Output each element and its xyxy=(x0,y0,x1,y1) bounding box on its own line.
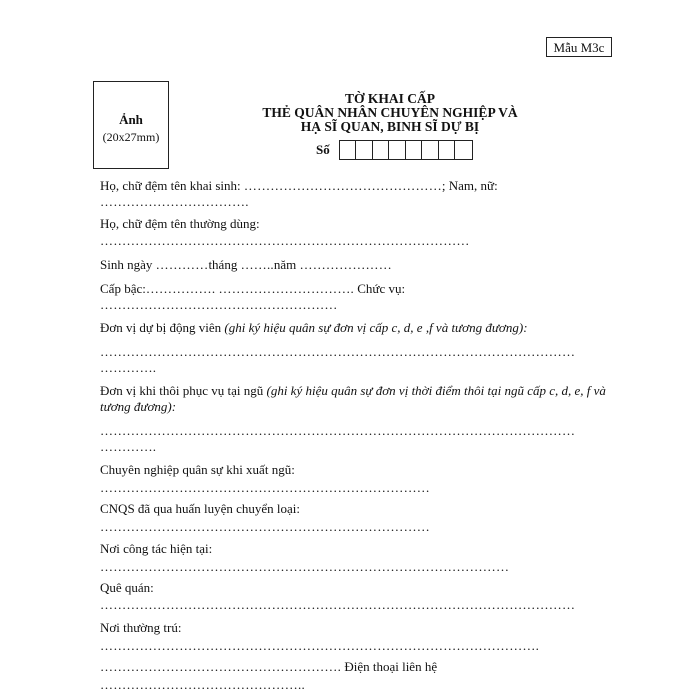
fill-dots: ………………………………………………………………………… xyxy=(100,233,470,248)
fill-dots: ……………………………………………………………………………………………… xyxy=(100,344,576,359)
card-number-cell[interactable] xyxy=(455,141,472,159)
fill-dots: ………………………………………………………………………………………. xyxy=(100,638,540,653)
field-phone[interactable] xyxy=(100,659,437,675)
fill-dots: …………………………. xyxy=(218,281,354,296)
fill-dots: ……………………………………….. xyxy=(100,677,305,692)
field-label: Họ, chữ đệm tên thường dùng: xyxy=(100,216,260,231)
field-cnqs-training xyxy=(100,501,300,517)
form-title-line2: THẺ QUÂN NHÂN CHUYÊN NGHIỆP VÀ xyxy=(262,105,518,120)
field-residence-dots[interactable] xyxy=(100,638,539,654)
fill-dots: ………………………………………………………………………………… xyxy=(100,559,510,574)
photo-placeholder xyxy=(93,81,169,169)
field-hometown xyxy=(100,580,154,596)
field-workplace xyxy=(100,541,212,557)
field-discharge-unit-cont[interactable] xyxy=(100,439,156,455)
fill-dots: …………. xyxy=(100,439,157,454)
fill-dots: ………………………………………………. xyxy=(100,659,342,674)
field-reserve-unit-cont[interactable] xyxy=(100,360,156,376)
field-label: Đơn vị dự bị động viên xyxy=(100,320,222,335)
field-label: Quê quán: xyxy=(100,580,154,595)
card-number-label: Số xyxy=(316,142,330,157)
card-number-cell[interactable] xyxy=(373,141,390,159)
month-label: tháng xyxy=(208,257,238,272)
fill-dots: ……………………………. xyxy=(100,194,249,209)
field-label: Sinh ngày xyxy=(100,257,153,272)
field-phone-cont[interactable] xyxy=(100,677,305,693)
fill-dots: ………………………………………………………………… xyxy=(100,519,430,534)
field-label: Nơi thường trú: xyxy=(100,620,182,635)
field-common-name xyxy=(100,216,260,232)
gender-label: ; Nam, nữ: xyxy=(441,178,498,193)
fill-dots: ………………………………………………………………… xyxy=(100,480,430,495)
form-title-line1: TỜ KHAI CẤP xyxy=(344,91,435,106)
card-number-row xyxy=(316,139,473,161)
field-military-specialty xyxy=(100,462,295,478)
field-note: (ghi ký hiệu quân sự đơn vị thời điểm thôi tại ngũ cấp c, d, e, f và tương đương): xyxy=(100,383,606,414)
field-label: Chuyên nghiệp quân sự khi xuất ngũ: xyxy=(100,462,295,477)
card-number-cell[interactable] xyxy=(406,141,423,159)
card-number-cell[interactable] xyxy=(340,141,357,159)
field-hometown-dots[interactable] xyxy=(100,597,575,613)
field-cnqs-training-dots[interactable] xyxy=(100,519,430,535)
fill-dots: ………………… xyxy=(299,257,392,272)
form-code-badge: Mẫu M3c xyxy=(546,37,612,57)
card-number-cell[interactable] xyxy=(422,141,439,159)
field-common-name-dots[interactable] xyxy=(100,233,470,249)
year-label: năm xyxy=(273,257,297,272)
field-discharge-unit xyxy=(100,383,636,415)
fill-dots: ……………………………………………………………………………………………… xyxy=(100,423,576,438)
field-reserve-unit-dots[interactable] xyxy=(100,344,575,360)
fill-dots: ……………. xyxy=(145,281,216,296)
field-label: Cấp bậc: xyxy=(100,281,146,296)
card-number-cell[interactable] xyxy=(439,141,456,159)
fill-dots: ……………………………………………………………………………………………… xyxy=(100,597,576,612)
field-label: Nơi công tác hiện tại: xyxy=(100,541,213,556)
fill-dots: …………. xyxy=(100,360,157,375)
field-residence xyxy=(100,620,181,636)
fill-dots: ………… xyxy=(155,257,209,272)
field-birth-name[interactable] xyxy=(100,178,498,194)
field-rank-cont[interactable] xyxy=(100,297,338,313)
field-reserve-unit xyxy=(100,320,528,336)
field-rank[interactable] xyxy=(100,281,405,297)
card-number-boxes[interactable] xyxy=(339,140,473,160)
field-label: CNQS đã qua huấn luyện chuyển loại: xyxy=(100,501,301,516)
field-discharge-unit-dots[interactable] xyxy=(100,423,575,439)
position-label: Chức vụ: xyxy=(357,281,406,296)
phone-label: Điện thoại liên hệ xyxy=(344,659,438,674)
photo-label: Ảnh xyxy=(119,112,143,127)
field-label: Họ, chữ đệm tên khai sinh: xyxy=(100,178,241,193)
field-military-specialty-dots[interactable] xyxy=(100,480,430,496)
field-note: (ghi ký hiệu quân sự đơn vị cấp c, d, e ,f và tương đương): xyxy=(224,320,528,335)
card-number-cell[interactable] xyxy=(356,141,373,159)
card-number-cell[interactable] xyxy=(389,141,406,159)
fill-dots: …….. xyxy=(240,257,274,272)
photo-size: (20x27mm) xyxy=(102,130,160,144)
field-workplace-dots[interactable] xyxy=(100,559,509,575)
field-birth-name-cont[interactable] xyxy=(100,194,249,210)
form-title-line3: HẠ SĨ QUAN, BINH SĨ DỰ BỊ xyxy=(300,119,480,134)
fill-dots: ……………………………………………… xyxy=(100,297,338,312)
field-dob[interactable] xyxy=(100,257,392,273)
fill-dots: ……………………………………… xyxy=(243,178,442,193)
field-label: Đơn vị khi thôi phục vụ tại ngũ xyxy=(100,383,264,398)
